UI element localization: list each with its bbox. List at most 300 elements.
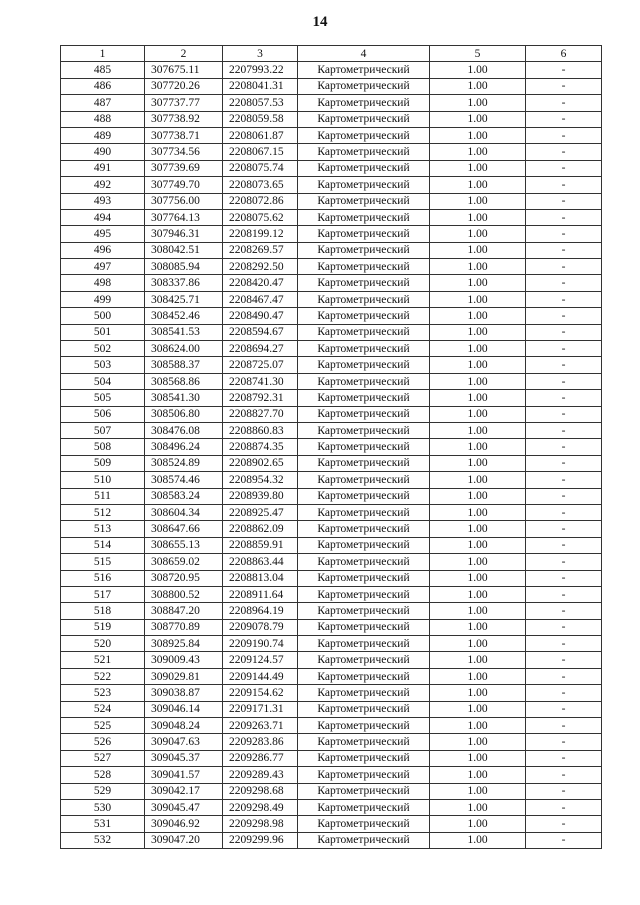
x-coordinate-cell: 307739.69 (145, 160, 223, 176)
table-row (61, 308, 602, 324)
table-row (61, 275, 602, 291)
x-coordinate-cell: 309047.20 (145, 832, 223, 848)
note-cell: - (526, 62, 602, 78)
note-cell: - (526, 324, 602, 340)
point-number-cell: 509 (61, 455, 145, 471)
accuracy-cell: 1.00 (430, 209, 526, 225)
note-cell: - (526, 685, 602, 701)
note-cell: - (526, 242, 602, 258)
point-number-cell: 502 (61, 341, 145, 357)
accuracy-cell: 1.00 (430, 177, 526, 193)
y-coordinate-cell: 2208694.27 (223, 341, 298, 357)
y-coordinate-cell: 2208199.12 (223, 226, 298, 242)
note-cell: - (526, 193, 602, 209)
x-coordinate-cell: 309045.37 (145, 750, 223, 766)
method-cell: Картометрический (298, 652, 430, 668)
method-cell: Картометрический (298, 193, 430, 209)
method-cell: Картометрический (298, 504, 430, 520)
point-number-cell: 496 (61, 242, 145, 258)
note-cell: - (526, 390, 602, 406)
point-number-cell: 499 (61, 291, 145, 307)
note-cell: - (526, 226, 602, 242)
accuracy-cell: 1.00 (430, 570, 526, 586)
point-number-cell: 518 (61, 603, 145, 619)
table-row (61, 734, 602, 750)
page-number: 14 (312, 14, 328, 30)
x-coordinate-cell: 308506.80 (145, 406, 223, 422)
method-cell: Картометрический (298, 799, 430, 815)
note-cell: - (526, 341, 602, 357)
table-row (61, 488, 602, 504)
y-coordinate-cell: 2208964.19 (223, 603, 298, 619)
x-coordinate-cell: 308496.24 (145, 439, 223, 455)
y-coordinate-cell: 2209298.68 (223, 783, 298, 799)
method-cell: Картометрический (298, 209, 430, 225)
point-number-cell: 503 (61, 357, 145, 373)
point-number-cell: 521 (61, 652, 145, 668)
point-number-cell: 525 (61, 718, 145, 734)
y-coordinate-cell: 2209124.57 (223, 652, 298, 668)
x-coordinate-cell: 308583.24 (145, 488, 223, 504)
method-cell: Картометрический (298, 226, 430, 242)
note-cell: - (526, 308, 602, 324)
accuracy-cell: 1.00 (430, 373, 526, 389)
x-coordinate-cell: 308524.89 (145, 455, 223, 471)
x-coordinate-cell: 308847.20 (145, 603, 223, 619)
table-row (61, 554, 602, 570)
note-cell: - (526, 488, 602, 504)
y-coordinate-cell: 2208490.47 (223, 308, 298, 324)
x-coordinate-cell: 307734.56 (145, 144, 223, 160)
table-row (61, 668, 602, 684)
method-cell: Картометрический (298, 62, 430, 78)
note-cell: - (526, 668, 602, 684)
note-cell: - (526, 111, 602, 127)
method-cell: Картометрический (298, 750, 430, 766)
y-coordinate-cell: 2208813.04 (223, 570, 298, 586)
y-coordinate-cell: 2208859.91 (223, 537, 298, 553)
y-coordinate-cell: 2209078.79 (223, 619, 298, 635)
method-cell: Картометрический (298, 718, 430, 734)
method-cell: Картометрический (298, 586, 430, 602)
method-cell: Картометрический (298, 422, 430, 438)
x-coordinate-cell: 308476.08 (145, 422, 223, 438)
x-coordinate-cell: 308720.95 (145, 570, 223, 586)
table-row (61, 652, 602, 668)
y-coordinate-cell: 2209298.98 (223, 816, 298, 832)
note-cell: - (526, 439, 602, 455)
point-number-cell: 522 (61, 668, 145, 684)
accuracy-cell: 1.00 (430, 668, 526, 684)
accuracy-cell: 1.00 (430, 783, 526, 799)
point-number-cell: 491 (61, 160, 145, 176)
x-coordinate-cell: 308770.89 (145, 619, 223, 635)
point-number-cell: 493 (61, 193, 145, 209)
table-row (61, 586, 602, 602)
point-number-cell: 490 (61, 144, 145, 160)
y-coordinate-cell: 2208059.58 (223, 111, 298, 127)
point-number-cell: 488 (61, 111, 145, 127)
column-header-4: 4 (298, 46, 430, 62)
y-coordinate-cell: 2208269.57 (223, 242, 298, 258)
note-cell: - (526, 455, 602, 471)
note-cell: - (526, 422, 602, 438)
column-header-2: 2 (145, 46, 223, 62)
method-cell: Картометрический (298, 259, 430, 275)
y-coordinate-cell: 2209283.86 (223, 734, 298, 750)
note-cell: - (526, 177, 602, 193)
method-cell: Картометрический (298, 78, 430, 94)
y-coordinate-cell: 2208827.70 (223, 406, 298, 422)
x-coordinate-cell: 307946.31 (145, 226, 223, 242)
column-header-3: 3 (223, 46, 298, 62)
note-cell: - (526, 586, 602, 602)
accuracy-cell: 1.00 (430, 537, 526, 553)
x-coordinate-cell: 308042.51 (145, 242, 223, 258)
method-cell: Картометрический (298, 636, 430, 652)
y-coordinate-cell: 2208792.31 (223, 390, 298, 406)
accuracy-cell: 1.00 (430, 193, 526, 209)
y-coordinate-cell: 2208594.67 (223, 324, 298, 340)
point-number-cell: 501 (61, 324, 145, 340)
point-number-cell: 530 (61, 799, 145, 815)
note-cell: - (526, 750, 602, 766)
point-number-cell: 514 (61, 537, 145, 553)
x-coordinate-cell: 308425.71 (145, 291, 223, 307)
note-cell: - (526, 652, 602, 668)
point-number-cell: 524 (61, 701, 145, 717)
method-cell: Картометрический (298, 554, 430, 570)
accuracy-cell: 1.00 (430, 767, 526, 783)
accuracy-cell: 1.00 (430, 718, 526, 734)
accuracy-cell: 1.00 (430, 603, 526, 619)
table-row (61, 406, 602, 422)
x-coordinate-cell: 307738.71 (145, 127, 223, 143)
note-cell: - (526, 406, 602, 422)
y-coordinate-cell: 2208860.83 (223, 422, 298, 438)
x-coordinate-cell: 308624.00 (145, 341, 223, 357)
accuracy-cell: 1.00 (430, 390, 526, 406)
note-cell: - (526, 357, 602, 373)
table-row (61, 177, 602, 193)
accuracy-cell: 1.00 (430, 472, 526, 488)
note-cell: - (526, 718, 602, 734)
method-cell: Картометрический (298, 537, 430, 553)
point-number-cell: 529 (61, 783, 145, 799)
method-cell: Картометрический (298, 783, 430, 799)
note-cell: - (526, 832, 602, 848)
y-coordinate-cell: 2208041.31 (223, 78, 298, 94)
accuracy-cell: 1.00 (430, 685, 526, 701)
y-coordinate-cell: 2208420.47 (223, 275, 298, 291)
note-cell: - (526, 619, 602, 635)
y-coordinate-cell: 2209171.31 (223, 701, 298, 717)
y-coordinate-cell: 2209289.43 (223, 767, 298, 783)
x-coordinate-cell: 309048.24 (145, 718, 223, 734)
accuracy-cell: 1.00 (430, 652, 526, 668)
x-coordinate-cell: 308588.37 (145, 357, 223, 373)
x-coordinate-cell: 309045.47 (145, 799, 223, 815)
y-coordinate-cell: 2208725.07 (223, 357, 298, 373)
x-coordinate-cell: 308541.53 (145, 324, 223, 340)
method-cell: Картометрический (298, 373, 430, 389)
table-row (61, 685, 602, 701)
accuracy-cell: 1.00 (430, 160, 526, 176)
x-coordinate-cell: 308568.86 (145, 373, 223, 389)
point-number-cell: 485 (61, 62, 145, 78)
point-number-cell: 528 (61, 767, 145, 783)
note-cell: - (526, 95, 602, 111)
note-cell: - (526, 636, 602, 652)
x-coordinate-cell: 308925.84 (145, 636, 223, 652)
note-cell: - (526, 734, 602, 750)
point-number-cell: 532 (61, 832, 145, 848)
y-coordinate-cell: 2209154.62 (223, 685, 298, 701)
table-row (61, 750, 602, 766)
point-number-cell: 506 (61, 406, 145, 422)
method-cell: Картометрический (298, 767, 430, 783)
note-cell: - (526, 373, 602, 389)
accuracy-cell: 1.00 (430, 636, 526, 652)
x-coordinate-cell: 309042.17 (145, 783, 223, 799)
note-cell: - (526, 259, 602, 275)
accuracy-cell: 1.00 (430, 455, 526, 471)
method-cell: Картометрический (298, 160, 430, 176)
accuracy-cell: 1.00 (430, 816, 526, 832)
point-number-cell: 516 (61, 570, 145, 586)
point-number-cell: 510 (61, 472, 145, 488)
method-cell: Картометрический (298, 324, 430, 340)
method-cell: Картометрический (298, 406, 430, 422)
x-coordinate-cell: 308604.34 (145, 504, 223, 520)
note-cell: - (526, 472, 602, 488)
point-number-cell: 497 (61, 259, 145, 275)
table-row (61, 816, 602, 832)
y-coordinate-cell: 2208939.80 (223, 488, 298, 504)
note-cell: - (526, 767, 602, 783)
table-row (61, 521, 602, 537)
note-cell: - (526, 209, 602, 225)
method-cell: Картометрический (298, 291, 430, 307)
method-cell: Картометрический (298, 127, 430, 143)
method-cell: Картометрический (298, 619, 430, 635)
column-header-6: 6 (526, 46, 602, 62)
note-cell: - (526, 521, 602, 537)
point-number-cell: 505 (61, 390, 145, 406)
y-coordinate-cell: 2209298.49 (223, 799, 298, 815)
note-cell: - (526, 160, 602, 176)
note-cell: - (526, 701, 602, 717)
table-row (61, 160, 602, 176)
point-number-cell: 508 (61, 439, 145, 455)
point-number-cell: 500 (61, 308, 145, 324)
x-coordinate-cell: 309009.43 (145, 652, 223, 668)
accuracy-cell: 1.00 (430, 259, 526, 275)
table-row (61, 341, 602, 357)
method-cell: Картометрический (298, 95, 430, 111)
method-cell: Картометрический (298, 488, 430, 504)
table-row (61, 95, 602, 111)
accuracy-cell: 1.00 (430, 95, 526, 111)
method-cell: Картометрический (298, 144, 430, 160)
method-cell: Картометрический (298, 472, 430, 488)
point-number-cell: 523 (61, 685, 145, 701)
note-cell: - (526, 144, 602, 160)
point-number-cell: 512 (61, 504, 145, 520)
x-coordinate-cell: 308659.02 (145, 554, 223, 570)
table-row (61, 259, 602, 275)
accuracy-cell: 1.00 (430, 439, 526, 455)
point-number-cell: 511 (61, 488, 145, 504)
table-row (61, 783, 602, 799)
accuracy-cell: 1.00 (430, 78, 526, 94)
table-row (61, 390, 602, 406)
method-cell: Картометрический (298, 832, 430, 848)
note-cell: - (526, 554, 602, 570)
accuracy-cell: 1.00 (430, 127, 526, 143)
accuracy-cell: 1.00 (430, 504, 526, 520)
method-cell: Картометрический (298, 816, 430, 832)
accuracy-cell: 1.00 (430, 341, 526, 357)
point-number-cell: 520 (61, 636, 145, 652)
table-row (61, 455, 602, 471)
y-coordinate-cell: 2208925.47 (223, 504, 298, 520)
table-row (61, 472, 602, 488)
x-coordinate-cell: 307738.92 (145, 111, 223, 127)
method-cell: Картометрический (298, 603, 430, 619)
accuracy-cell: 1.00 (430, 619, 526, 635)
y-coordinate-cell: 2207993.22 (223, 62, 298, 78)
note-cell: - (526, 783, 602, 799)
table-header-row (61, 46, 602, 62)
method-cell: Картометрический (298, 177, 430, 193)
point-number-cell: 504 (61, 373, 145, 389)
point-number-cell: 515 (61, 554, 145, 570)
y-coordinate-cell: 2209144.49 (223, 668, 298, 684)
accuracy-cell: 1.00 (430, 586, 526, 602)
accuracy-cell: 1.00 (430, 406, 526, 422)
accuracy-cell: 1.00 (430, 488, 526, 504)
accuracy-cell: 1.00 (430, 291, 526, 307)
x-coordinate-cell: 308647.66 (145, 521, 223, 537)
table-row (61, 193, 602, 209)
accuracy-cell: 1.00 (430, 422, 526, 438)
point-number-cell: 526 (61, 734, 145, 750)
point-number-cell: 494 (61, 209, 145, 225)
table-row (61, 619, 602, 635)
point-number-cell: 513 (61, 521, 145, 537)
accuracy-cell: 1.00 (430, 832, 526, 848)
note-cell: - (526, 504, 602, 520)
y-coordinate-cell: 2208467.47 (223, 291, 298, 307)
accuracy-cell: 1.00 (430, 799, 526, 815)
table-row (61, 636, 602, 652)
y-coordinate-cell: 2208292.50 (223, 259, 298, 275)
x-coordinate-cell: 308800.52 (145, 586, 223, 602)
note-cell: - (526, 537, 602, 553)
coordinates-table (60, 45, 602, 849)
note-cell: - (526, 275, 602, 291)
note-cell: - (526, 78, 602, 94)
table-row (61, 226, 602, 242)
table-row (61, 718, 602, 734)
method-cell: Картометрический (298, 685, 430, 701)
table-row (61, 291, 602, 307)
accuracy-cell: 1.00 (430, 62, 526, 78)
y-coordinate-cell: 2208911.64 (223, 586, 298, 602)
x-coordinate-cell: 308541.30 (145, 390, 223, 406)
accuracy-cell: 1.00 (430, 554, 526, 570)
method-cell: Картометрический (298, 701, 430, 717)
note-cell: - (526, 603, 602, 619)
table-row (61, 62, 602, 78)
table-row (61, 504, 602, 520)
note-cell: - (526, 816, 602, 832)
table-row (61, 603, 602, 619)
accuracy-cell: 1.00 (430, 275, 526, 291)
y-coordinate-cell: 2208057.53 (223, 95, 298, 111)
method-cell: Картометрический (298, 521, 430, 537)
table-row (61, 799, 602, 815)
method-cell: Картометрический (298, 734, 430, 750)
method-cell: Картометрический (298, 357, 430, 373)
x-coordinate-cell: 307720.26 (145, 78, 223, 94)
accuracy-cell: 1.00 (430, 226, 526, 242)
x-coordinate-cell: 307756.00 (145, 193, 223, 209)
y-coordinate-cell: 2208874.35 (223, 439, 298, 455)
y-coordinate-cell: 2208061.87 (223, 127, 298, 143)
x-coordinate-cell: 307737.77 (145, 95, 223, 111)
accuracy-cell: 1.00 (430, 521, 526, 537)
x-coordinate-cell: 307675.11 (145, 62, 223, 78)
method-cell: Картометрический (298, 242, 430, 258)
y-coordinate-cell: 2208075.62 (223, 209, 298, 225)
table-row (61, 111, 602, 127)
method-cell: Картометрический (298, 570, 430, 586)
y-coordinate-cell: 2209299.96 (223, 832, 298, 848)
method-cell: Картометрический (298, 308, 430, 324)
accuracy-cell: 1.00 (430, 242, 526, 258)
point-number-cell: 531 (61, 816, 145, 832)
y-coordinate-cell: 2208902.65 (223, 455, 298, 471)
x-coordinate-cell: 308655.13 (145, 537, 223, 553)
point-number-cell: 527 (61, 750, 145, 766)
y-coordinate-cell: 2208954.32 (223, 472, 298, 488)
x-coordinate-cell: 307764.13 (145, 209, 223, 225)
x-coordinate-cell: 309041.57 (145, 767, 223, 783)
x-coordinate-cell: 309038.87 (145, 685, 223, 701)
point-number-cell: 492 (61, 177, 145, 193)
accuracy-cell: 1.00 (430, 308, 526, 324)
column-header-1: 1 (61, 46, 145, 62)
point-number-cell: 495 (61, 226, 145, 242)
note-cell: - (526, 291, 602, 307)
method-cell: Картометрический (298, 275, 430, 291)
x-coordinate-cell: 309046.14 (145, 701, 223, 717)
note-cell: - (526, 799, 602, 815)
point-number-cell: 507 (61, 422, 145, 438)
x-coordinate-cell: 308452.46 (145, 308, 223, 324)
table-row (61, 78, 602, 94)
table-row (61, 357, 602, 373)
table-row (61, 209, 602, 225)
accuracy-cell: 1.00 (430, 750, 526, 766)
y-coordinate-cell: 2208067.15 (223, 144, 298, 160)
table-row (61, 439, 602, 455)
table-body (61, 62, 602, 849)
table-row (61, 324, 602, 340)
table-row (61, 767, 602, 783)
